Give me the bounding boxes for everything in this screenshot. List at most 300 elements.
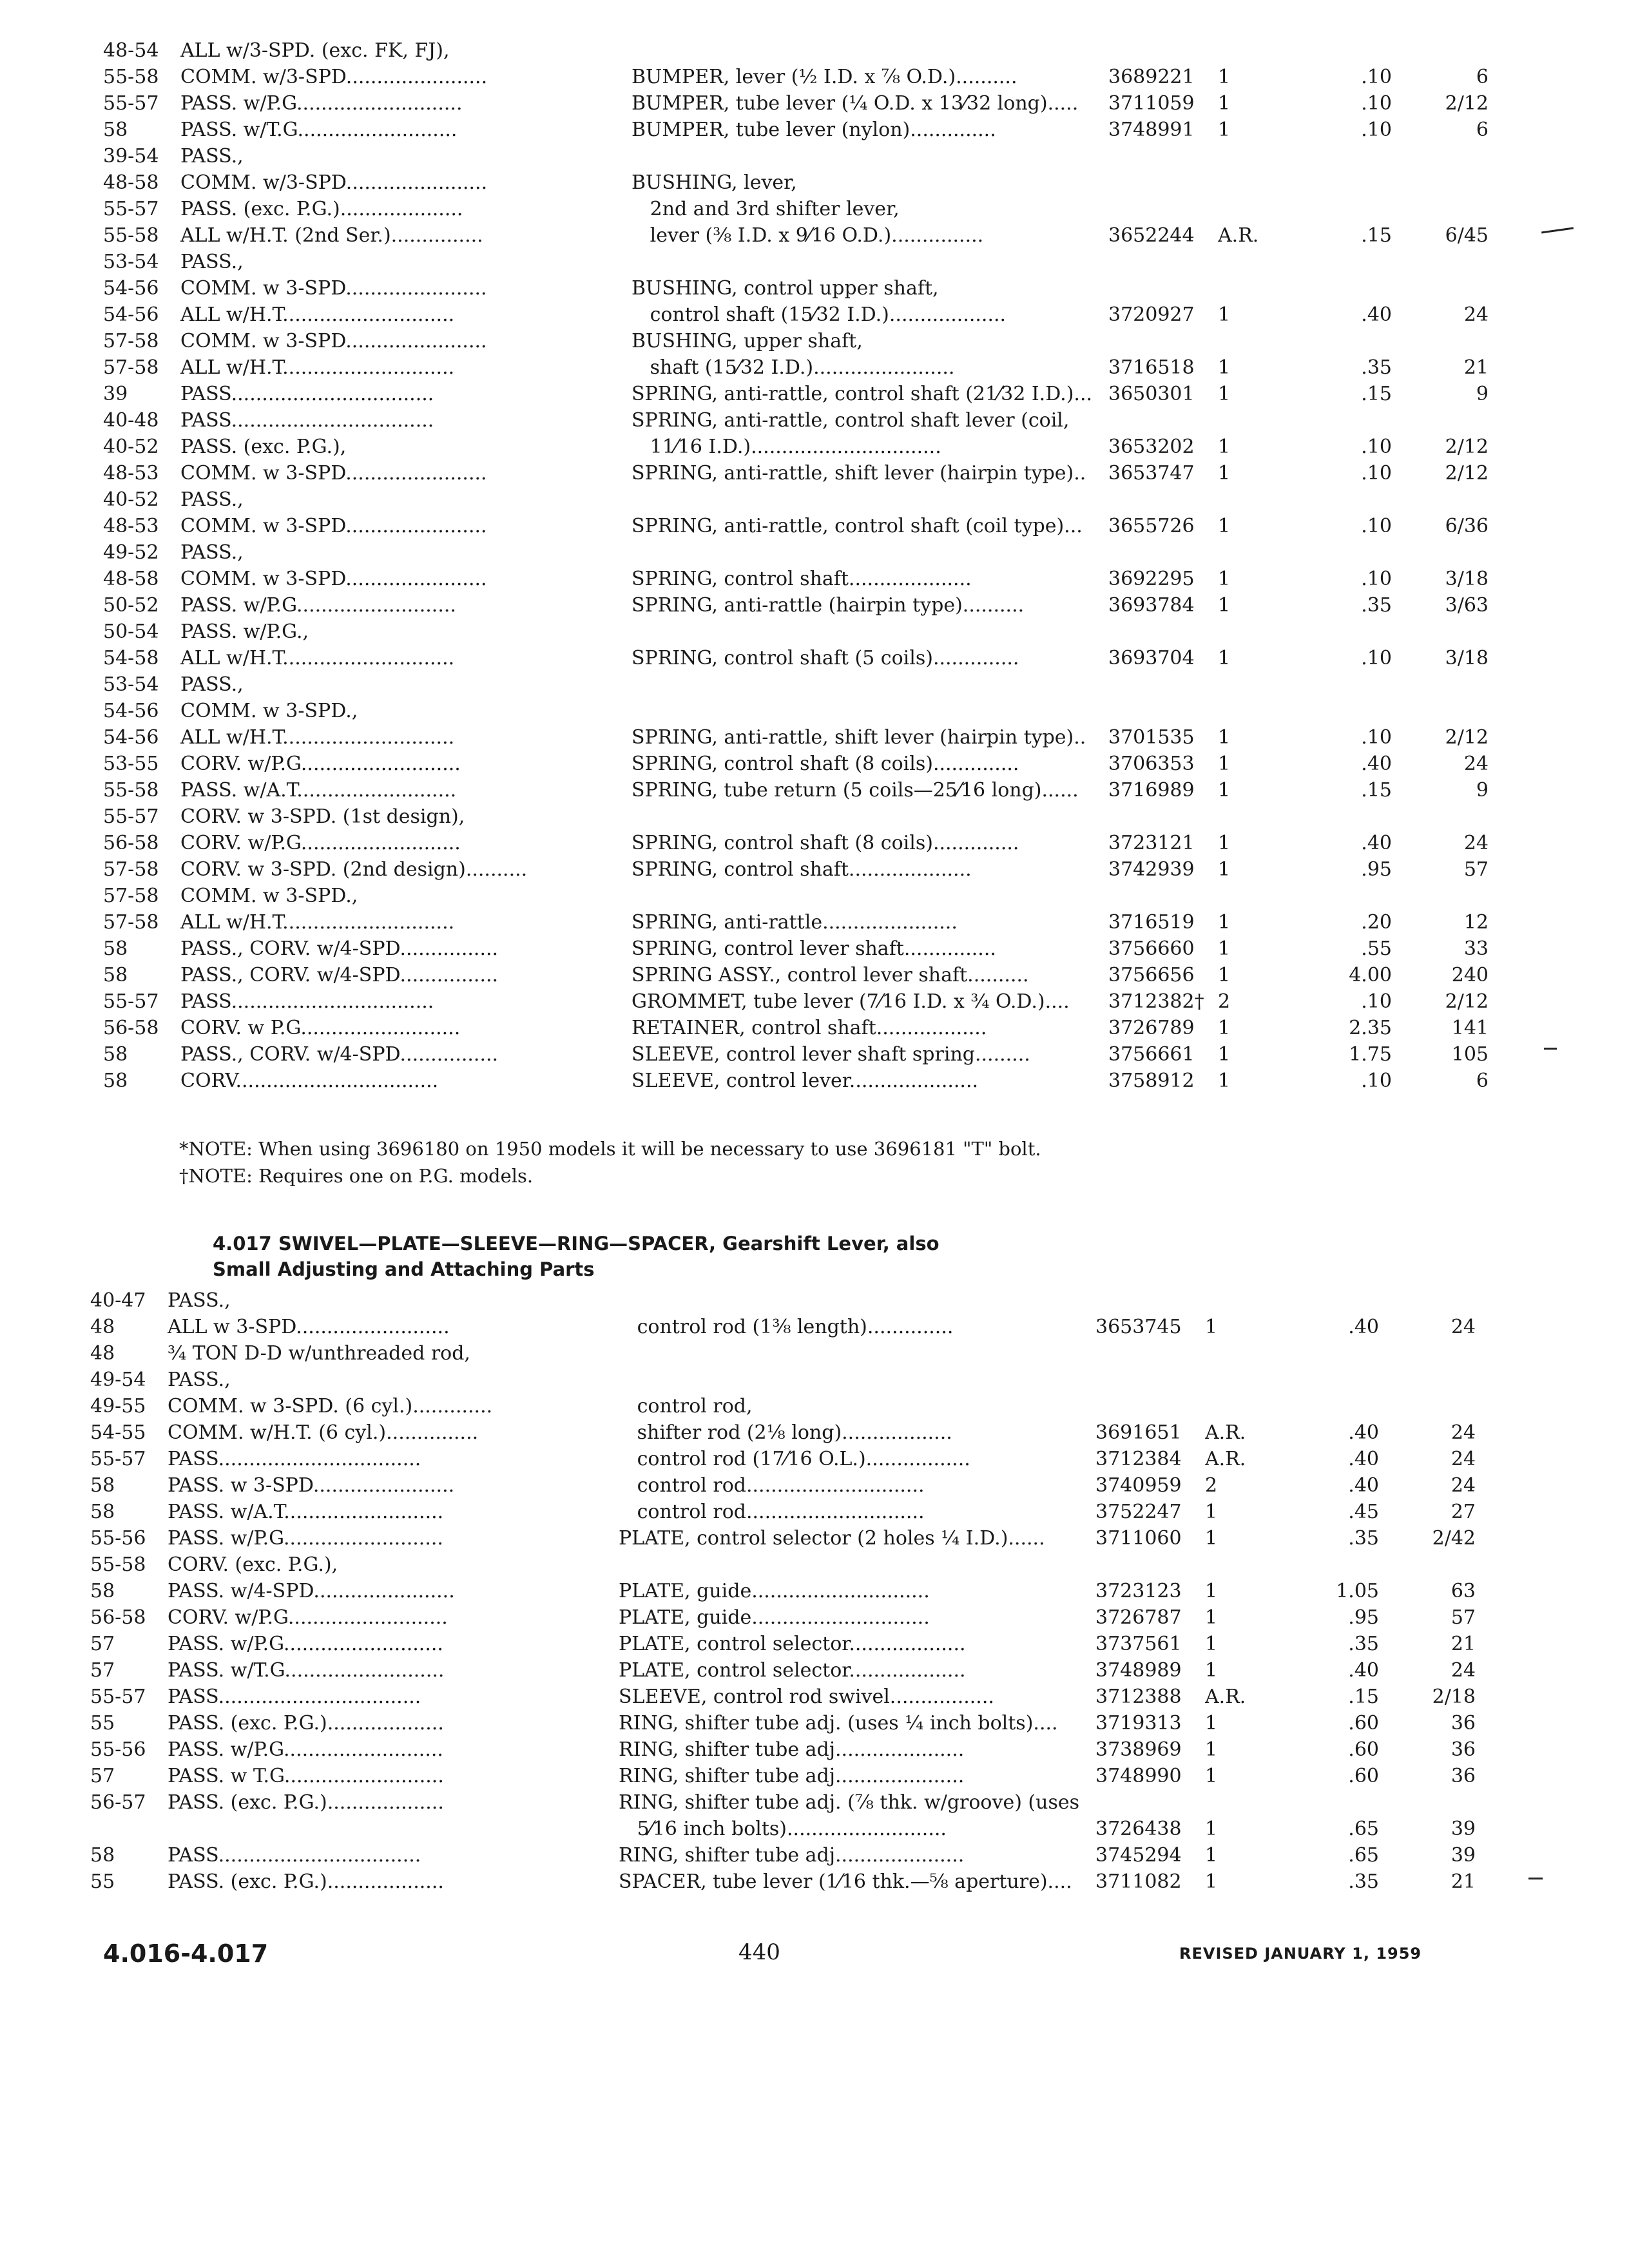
application-cell: PASS. w/P.G.......................... [168,1633,443,1655]
application-cell: CORV. w 3-SPD. (2nd design).......... [180,858,528,881]
year-range-cell: 39 [103,383,128,405]
quantity-cell [1218,803,1302,830]
year-range-cell: 58 [90,1501,115,1523]
part-description-cell: SLEEVE, control lever..................... [631,1070,979,1092]
table-row [103,275,1489,302]
quantity-cell: 1 [1205,1818,1218,1840]
package-quantity-cell [1392,407,1489,434]
quantity-cell: 1 [1205,1844,1218,1867]
application-cell: ALL w/H.T............................ [180,647,455,669]
package-quantity-cell [1379,1287,1476,1314]
table-row [103,698,1489,724]
package-quantity-cell: 6 [1476,1070,1489,1092]
margin-mark [1541,227,1574,234]
year-range-cell: 58 [103,119,128,141]
quantity-cell: 1 [1218,1043,1231,1066]
part-description-cell: SPRING, anti-rattle (hairpin type).......... [631,594,1025,617]
table-row [103,486,1489,513]
part-description-cell: SLEEVE, control rod swivel................. [619,1686,994,1708]
quantity-cell: 1 [1218,356,1231,379]
year-range-cell: 58 [90,1844,115,1867]
package-quantity-cell: 2/18 [1432,1686,1476,1708]
price-cell: .10 [1361,462,1392,485]
part-number-cell [1095,1789,1205,1816]
price-cell [1302,169,1392,196]
part-description-cell: RING, shifter tube adj. (⅞ thk. w/groove) (uses [619,1791,1080,1814]
package-quantity-cell: 2/12 [1445,92,1489,115]
application-cell: PASS., [168,1289,231,1312]
package-quantity-cell: 36 [1451,1765,1476,1787]
package-quantity-cell [1392,539,1489,566]
package-quantity-cell: 9 [1476,779,1489,802]
table-row [103,354,1489,381]
year-range-cell: 40-52 [103,488,159,511]
note-dagger: †NOTE: Requires one on P.G. models. [179,1165,534,1187]
table-row [103,777,1489,803]
application-cell: PASS. w T.G.......................... [168,1765,444,1787]
table-row [103,1041,1489,1068]
table-row [103,169,1489,196]
package-quantity-cell: 27 [1451,1501,1476,1523]
application-cell: PASS. (exc. P.G.).................... [180,198,463,220]
price-cell: .15 [1348,1686,1379,1708]
application-cell: COMM. w 3-SPD., [180,885,358,907]
price-cell: .10 [1361,66,1392,88]
year-range-cell: 54-56 [103,277,159,300]
package-quantity-cell: 6 [1476,119,1489,141]
footer-revised-date: REVISED JANUARY 1, 1959 [1179,1945,1422,1963]
part-description-cell [631,249,1108,275]
package-quantity-cell [1392,249,1489,275]
part-number-cell: 3748990 [1095,1765,1182,1787]
year-range-cell: 53-54 [103,251,159,273]
part-description-cell [631,539,1108,566]
part-number-cell: 3758912 [1108,1070,1195,1092]
application-cell: PASS. w 3-SPD....................... [168,1474,455,1497]
application-cell: PASS. w/A.T.......................... [180,779,457,802]
quantity-cell [1218,275,1302,302]
footer-page-number: 440 [738,1939,780,1965]
price-cell [1302,196,1392,222]
package-quantity-cell: 6/45 [1445,224,1489,247]
part-description-cell: PLATE, control selector................... [619,1659,966,1682]
quantity-cell: 1 [1218,66,1231,88]
package-quantity-cell [1392,803,1489,830]
application-cell: CORV. w/P.G.......................... [168,1606,448,1629]
table-row [90,1552,1476,1578]
price-cell [1289,1340,1379,1367]
part-description-cell: GROMMET, tube lever (7⁄16 I.D. x ¾ O.D.).... [631,990,1070,1013]
note-asterisk: *NOTE: When using 3696180 on 1950 models it will be necessary to use 3696181 "T" bolt. [179,1138,1041,1160]
quantity-cell: 1 [1218,1017,1231,1039]
year-range-cell: 48-53 [103,515,159,537]
part-description-cell: 2nd and 3rd shifter lever, [631,198,900,220]
table-row [90,1710,1476,1736]
application-cell: PASS., [168,1369,231,1391]
year-range-cell: 48 [90,1342,115,1365]
package-quantity-cell [1379,1552,1476,1578]
part-description-cell: SPRING, anti-rattle, control shaft (coil type)... [631,515,1083,537]
part-number-cell: 3693784 [1108,594,1195,617]
application-cell: PASS., [180,488,244,511]
part-description-cell [619,1367,1095,1393]
table-row [90,1816,1476,1842]
quantity-cell [1218,143,1302,169]
price-cell: .15 [1361,779,1392,802]
price-cell: .35 [1348,1633,1379,1655]
part-description-cell: BUSHING, lever, [631,171,797,194]
part-description-cell: shaft (15⁄32 I.D.)....................... [631,356,955,379]
part-number-cell: 3711059 [1108,92,1195,115]
part-number-cell: 3712388 [1095,1686,1182,1708]
table-row [103,751,1489,777]
application-cell: PASS................................. [180,409,434,432]
part-number-cell [1108,143,1218,169]
table-row [103,539,1489,566]
table-row [103,37,1489,64]
quantity-cell: 1 [1218,119,1231,141]
year-range-cell: 58 [103,1070,128,1092]
package-quantity-cell: 2/12 [1445,462,1489,485]
package-quantity-cell: 2/42 [1432,1527,1476,1550]
table-row [103,64,1489,90]
footer-section-range: 4.016-4.017 [103,1939,269,1968]
quantity-cell: 1 [1205,1316,1218,1338]
quantity-cell [1218,619,1302,645]
package-quantity-cell: 39 [1451,1844,1476,1867]
year-range-cell: 40-47 [90,1289,146,1312]
quantity-cell: 2 [1205,1474,1218,1497]
part-number-cell: 3711082 [1095,1870,1182,1893]
year-range-cell: 48-58 [103,171,159,194]
package-quantity-cell [1392,169,1489,196]
price-cell: .10 [1361,990,1392,1013]
part-description-cell [631,486,1108,513]
part-description-cell: BUMPER, tube lever (¼ O.D. x 13⁄32 long)..... [631,92,1079,115]
package-quantity-cell: 21 [1451,1870,1476,1893]
price-cell [1302,619,1392,645]
application-cell: CORV. w/P.G.......................... [180,753,461,775]
table-row [90,1287,1476,1314]
table-row [90,1869,1476,1895]
price-cell: .10 [1361,726,1392,749]
part-description-cell: control shaft (15⁄32 I.D.)................... [631,303,1007,326]
part-number-cell [1108,883,1218,909]
quantity-cell: 1 [1205,1712,1218,1735]
quantity-cell: 1 [1218,753,1231,775]
quantity-cell [1218,328,1302,354]
part-number-cell: 3756661 [1108,1043,1195,1066]
part-number-cell [1108,619,1218,645]
table-row [103,434,1489,460]
part-description-cell: BUMPER, tube lever (nylon).............. [631,119,996,141]
price-cell: .60 [1348,1712,1379,1735]
price-cell: .40 [1348,1659,1379,1682]
part-description-cell [631,143,1108,169]
table-row [103,302,1489,328]
table-row [103,936,1489,962]
year-range-cell: 54-58 [103,647,159,669]
part-description-cell: control rod (1⅜ length).............. [619,1316,954,1338]
table-row [103,1015,1489,1041]
application-cell: COMM. w 3-SPD. (6 cyl.)............. [168,1395,493,1418]
year-range-cell: 54-55 [90,1421,146,1444]
price-cell: .55 [1361,937,1392,960]
application-cell: PASS., [180,251,244,273]
package-quantity-cell: 63 [1451,1580,1476,1602]
part-description-cell: RING, shifter tube adj..................... [619,1738,965,1761]
table-row [103,249,1489,275]
application-cell: PASS., CORV. w/4-SPD................ [180,937,499,960]
price-cell: .10 [1361,436,1392,458]
year-range-cell: 57-58 [103,885,159,907]
package-quantity-cell [1392,698,1489,724]
application-cell: COMM. w 3-SPD., [180,700,358,722]
part-description-cell: SPACER, tube lever (1⁄16 thk.—⅝ aperture).... [619,1870,1072,1893]
price-cell: .65 [1348,1818,1379,1840]
table-row [103,724,1489,751]
year-range-cell: 56-58 [103,832,159,854]
application-cell: PASS................................. [168,1686,421,1708]
quantity-cell: 1 [1218,462,1231,485]
price-cell [1302,249,1392,275]
year-range-cell: 55-58 [103,224,159,247]
package-quantity-cell [1392,619,1489,645]
price-cell [1289,1393,1379,1419]
package-quantity-cell: 3/18 [1445,568,1489,590]
part-description-cell [631,803,1108,830]
table-row [90,1525,1476,1552]
part-number-cell: 3712384 [1095,1448,1182,1470]
table-row [103,856,1489,883]
table-row [103,830,1489,856]
quantity-cell [1218,883,1302,909]
part-number-cell: 3756660 [1108,937,1195,960]
application-cell: PASS. w/P.G.......................... [180,594,456,617]
quantity-cell: 1 [1218,568,1231,590]
year-range-cell: 55-58 [103,66,159,88]
package-quantity-cell: 6/36 [1445,515,1489,537]
part-number-cell: 3720927 [1108,303,1195,326]
year-range-cell: 54-56 [103,726,159,749]
part-number-cell: 3726787 [1095,1606,1182,1629]
part-description-cell [631,883,1108,909]
year-range-cell: 55-58 [103,779,159,802]
quantity-cell: 1 [1218,726,1231,749]
quantity-cell: 1 [1218,303,1231,326]
table-row [103,117,1489,143]
part-number-cell [1108,698,1218,724]
application-cell: COMM. w 3-SPD....................... [180,462,487,485]
part-number-cell: 3689221 [1108,66,1195,88]
package-quantity-cell: 240 [1451,964,1489,986]
part-number-cell: 3726438 [1095,1818,1182,1840]
year-range-cell: 49-54 [90,1369,146,1391]
package-quantity-cell: 12 [1463,911,1489,934]
package-quantity-cell [1392,671,1489,698]
part-number-cell: 3650301 [1108,383,1195,405]
price-cell: .10 [1361,1070,1392,1092]
part-description-cell: control rod............................. [619,1501,925,1523]
part-description-cell: PLATE, control selector (2 holes ¼ I.D.)...... [619,1527,1045,1550]
quantity-cell [1218,196,1302,222]
package-quantity-cell [1392,883,1489,909]
year-range-cell: 58 [103,1043,128,1066]
quantity-cell: 1 [1218,779,1231,802]
year-range-cell: 57-58 [103,330,159,352]
table-row [103,196,1489,222]
application-cell: CORV. w/P.G.......................... [180,832,461,854]
price-cell: .20 [1361,911,1392,934]
quantity-cell [1205,1789,1289,1816]
application-cell: PASS., [180,673,244,696]
package-quantity-cell: 57 [1463,858,1489,881]
application-cell: COMM. w/H.T. (6 cyl.)............... [168,1421,479,1444]
package-quantity-cell [1379,1789,1476,1816]
year-range-cell: 55 [90,1870,115,1893]
part-description-cell: SPRING, control shaft (8 coils).............. [631,832,1019,854]
year-range-cell: 55-57 [90,1686,146,1708]
quantity-cell: 1 [1218,436,1231,458]
year-range-cell: 58 [90,1580,115,1602]
application-cell: ALL w/H.T............................ [180,356,455,379]
price-cell: .35 [1361,356,1392,379]
application-cell: PASS. (exc. P.G.)................... [168,1870,444,1893]
year-range-cell: 40-52 [103,436,159,458]
table-row [103,1068,1489,1094]
quantity-cell [1218,486,1302,513]
part-description-cell [631,37,1108,64]
part-number-cell: 3740959 [1095,1474,1182,1497]
quantity-cell: 1 [1218,647,1231,669]
table-row [90,1367,1476,1393]
price-cell: .95 [1348,1606,1379,1629]
table-row [103,619,1489,645]
part-number-cell [1095,1287,1205,1314]
quantity-cell [1205,1287,1289,1314]
application-cell: PASS., CORV. w/4-SPD................ [180,1043,499,1066]
quantity-cell: 1 [1218,92,1231,115]
part-description-cell: SPRING, tube return (5 coils—25⁄16 long)...... [631,779,1079,802]
package-quantity-cell: 24 [1451,1659,1476,1682]
part-number-cell [1108,539,1218,566]
part-number-cell [1095,1393,1205,1419]
part-number-cell: 3655726 [1108,515,1195,537]
part-number-cell: 3742939 [1108,858,1195,881]
year-range-cell: 54-56 [103,303,159,326]
price-cell: .40 [1348,1316,1379,1338]
part-description-cell: BUMPER, lever (½ I.D. x ⅞ O.D.).......... [631,66,1017,88]
part-description-cell: SPRING, anti-rattle, control shaft lever (coil, [631,409,1070,432]
part-description-cell: control rod, [619,1395,753,1418]
package-quantity-cell: 24 [1463,303,1489,326]
table-row [90,1340,1476,1367]
price-cell [1302,698,1392,724]
part-number-cell: 3653747 [1108,462,1195,485]
part-description-cell: SPRING, anti-rattle, shift lever (hairpin type).. [631,462,1086,485]
part-description-cell: SPRING, anti-rattle, shift lever (hairpin type).. [631,726,1086,749]
table-row [103,883,1489,909]
quantity-cell: 1 [1218,515,1231,537]
table-row [103,90,1489,117]
part-description-cell: control rod (17⁄16 O.L.)................. [619,1448,970,1470]
table-row [90,1393,1476,1419]
application-cell: COMM. w/3-SPD....................... [180,171,488,194]
table-row [90,1763,1476,1789]
price-cell: .10 [1361,92,1392,115]
quantity-cell [1205,1552,1289,1578]
price-cell [1302,407,1392,434]
year-range-cell: 55-57 [103,805,159,828]
table-row [103,513,1489,539]
quantity-cell: A.R. [1205,1421,1246,1444]
application-cell: PASS. w/A.T.......................... [168,1501,444,1523]
year-range-cell: 57 [90,1765,115,1787]
application-cell: PASS. w/T.G.......................... [180,119,458,141]
application-cell: COMM. w 3-SPD....................... [180,330,487,352]
year-range-cell: 58 [103,964,128,986]
application-cell: PASS. (exc. P.G.), [180,436,347,458]
part-description-cell: SPRING, anti-rattle...................... [631,911,958,934]
part-number-cell: 3712382† [1108,990,1204,1013]
part-description-cell: SPRING, control lever shaft............... [631,937,996,960]
margin-mark [1544,1048,1557,1050]
table-row [90,1684,1476,1710]
part-number-cell [1108,37,1218,64]
package-quantity-cell [1392,275,1489,302]
application-cell: CORV................................. [180,1070,439,1092]
table-row [90,1842,1476,1869]
package-quantity-cell: 24 [1463,832,1489,854]
application-cell: PASS................................. [180,990,434,1013]
part-number-cell [1095,1552,1205,1578]
price-cell [1289,1789,1379,1816]
part-description-cell [619,1552,1095,1578]
application-cell: PASS. w/P.G.......................... [168,1738,443,1761]
quantity-cell: 1 [1205,1659,1218,1682]
part-number-cell [1108,196,1218,222]
application-cell: ALL w/H.T............................ [180,726,455,749]
quantity-cell: 1 [1218,964,1231,986]
price-cell [1302,803,1392,830]
table-row [103,381,1489,407]
table-row [103,592,1489,619]
application-cell: CORV. w P.G.......................... [180,1017,461,1039]
price-cell: .15 [1361,383,1392,405]
margin-mark [1528,1878,1543,1879]
application-cell: ALL w/H.T. (2nd Ser.)............... [180,224,483,247]
part-description-cell [631,671,1108,698]
package-quantity-cell [1379,1393,1476,1419]
price-cell: .35 [1361,594,1392,617]
part-number-cell: 3701535 [1108,726,1195,749]
price-cell: 1.75 [1349,1043,1392,1066]
price-cell: .10 [1361,647,1392,669]
price-cell: .10 [1361,119,1392,141]
part-description-cell: 11⁄16 I.D.)............................... [631,436,941,458]
year-range-cell: 55-57 [103,92,159,115]
price-cell [1302,328,1392,354]
application-cell: CORV. w 3-SPD. (1st design), [180,805,465,828]
price-cell [1302,539,1392,566]
package-quantity-cell: 24 [1451,1448,1476,1470]
year-range-cell: 57-58 [103,911,159,934]
table-row [90,1419,1476,1446]
part-description-cell: PLATE, control selector................... [619,1633,966,1655]
part-description-cell: BUSHING, control upper shaft, [631,277,939,300]
part-number-cell: 3756656 [1108,964,1195,986]
year-range-cell: 56-58 [103,1017,159,1039]
